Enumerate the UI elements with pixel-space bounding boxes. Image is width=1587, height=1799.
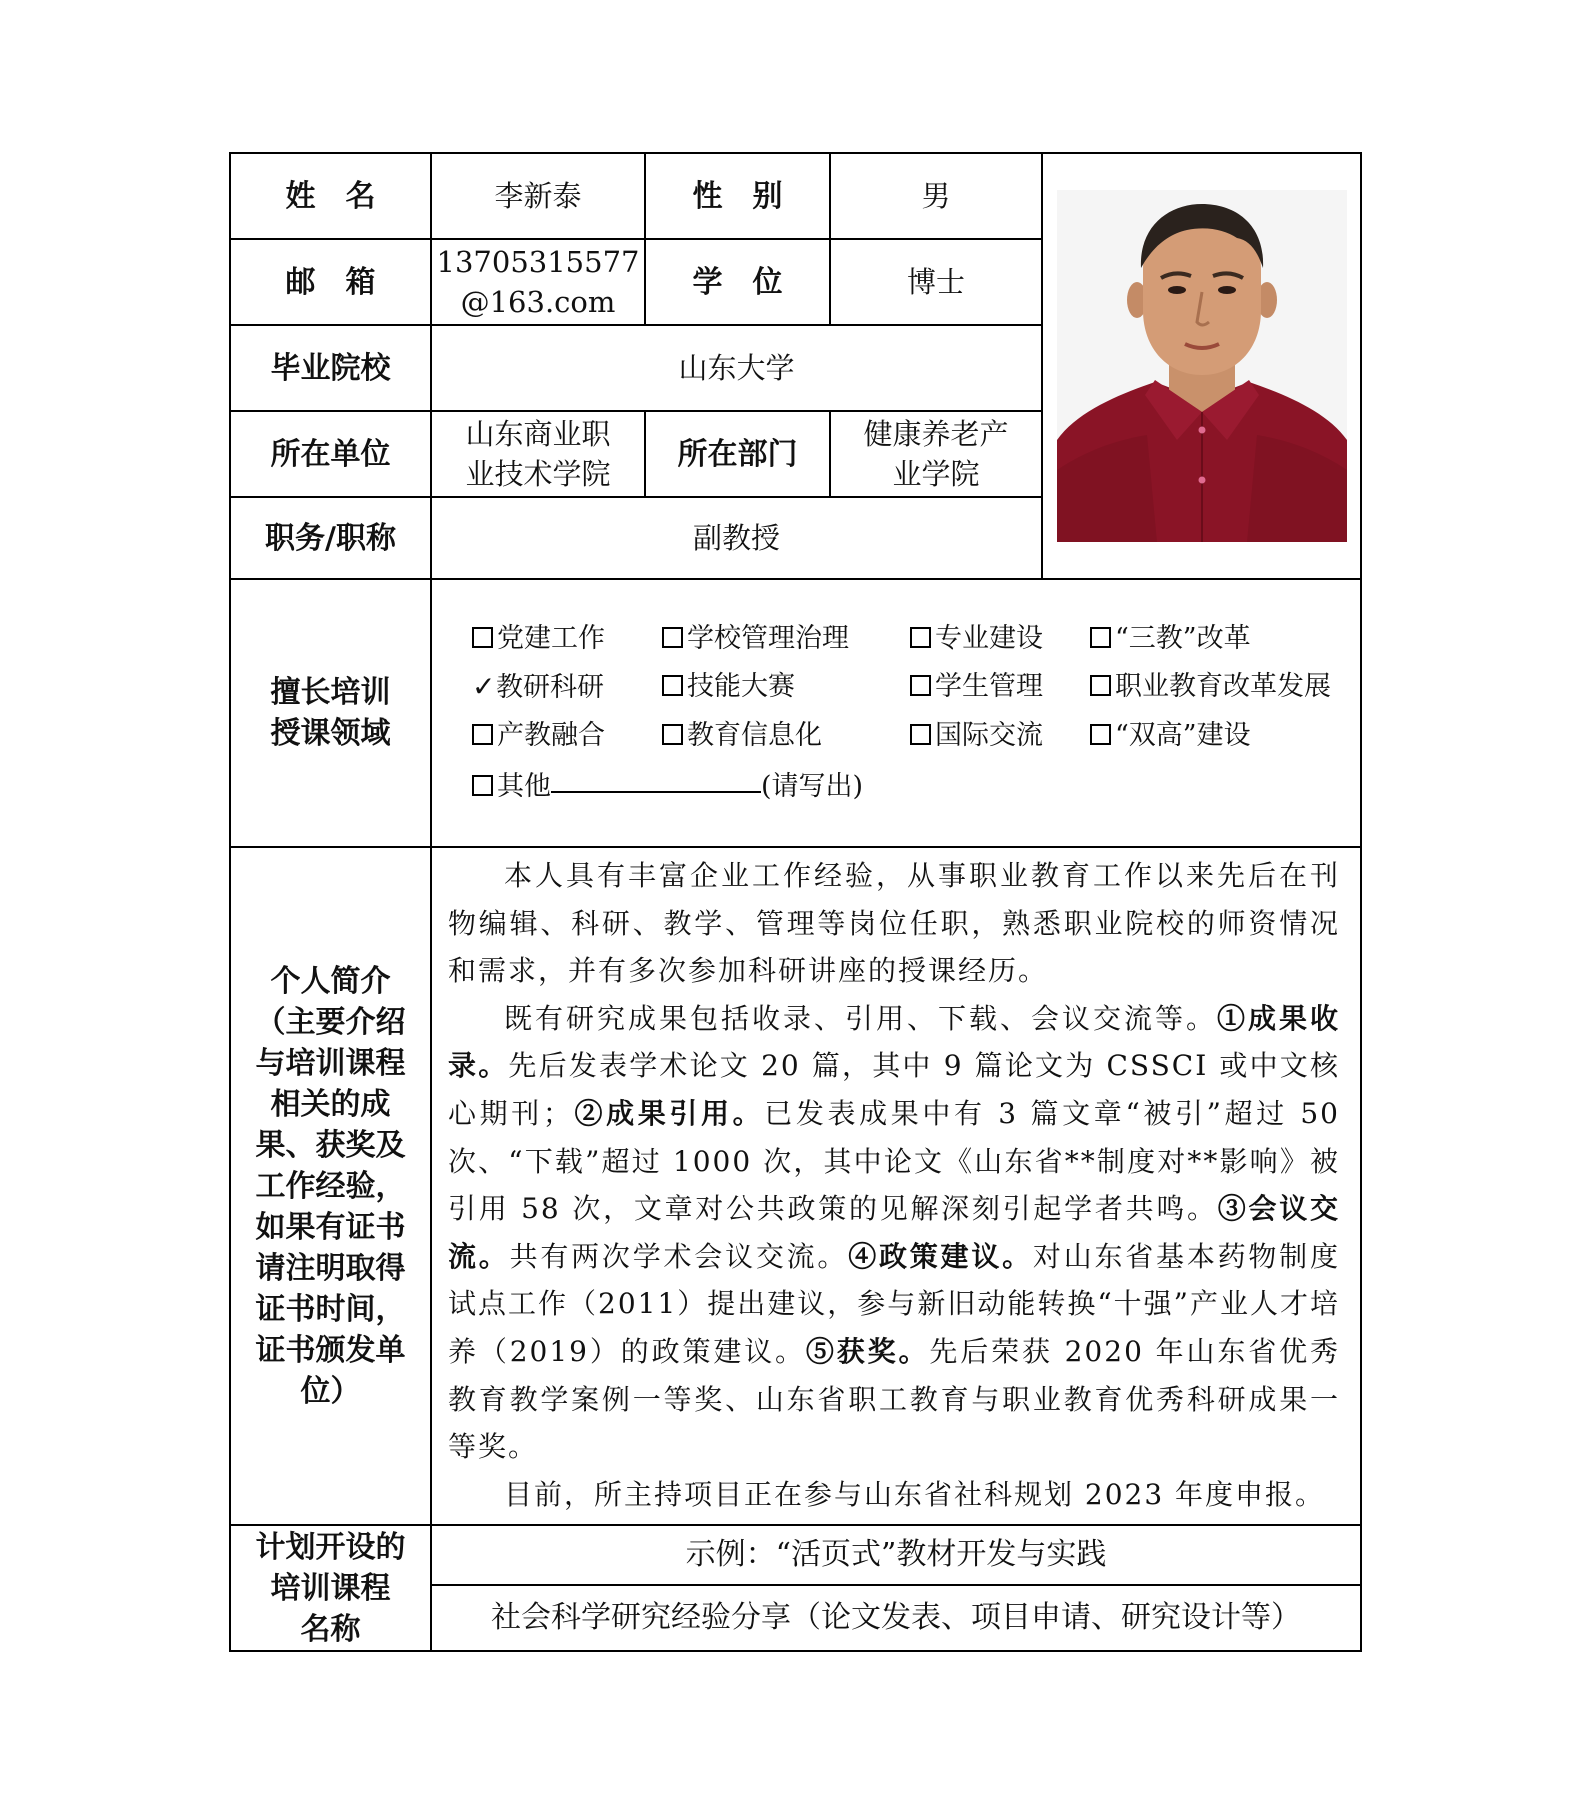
area-item-label: 国际交流 (935, 720, 1043, 751)
area-item[interactable] (472, 668, 662, 707)
profile-form-table (229, 152, 1362, 1652)
gender-label: 性 别 (645, 153, 830, 239)
area-item[interactable] (662, 668, 910, 707)
area-item-label: 党建工作 (497, 623, 605, 654)
bio-paragraph-3: 目前，所主持项目正在参与山东省社科规划 2023 年度申报。 (504, 1477, 1326, 1511)
degree-label: 学 位 (645, 239, 830, 325)
bio-content (431, 847, 1361, 1525)
bio-paragraph-2 (448, 995, 1340, 1471)
bio-p2-h3: ③会议交流。 (448, 1192, 1340, 1273)
area-item-label: 学生管理 (935, 671, 1043, 702)
area-item[interactable] (1090, 620, 1352, 658)
area-item[interactable] (1090, 717, 1352, 755)
courses-label-line2: 培训课程 (270, 1570, 391, 1606)
email-value-line2: @163.com (460, 285, 616, 319)
bio-p2-h2: ②成果引用。 (572, 1096, 765, 1130)
bio-p2-h5: ⑤获奖。 (805, 1334, 930, 1368)
school-label: 毕业院校 (230, 325, 431, 411)
avatar (1057, 190, 1347, 542)
area-item-label: 教育信息化 (687, 720, 822, 751)
dept-value (830, 411, 1042, 497)
portrait-photo (1057, 190, 1347, 542)
area-item-label: “双高”建设 (1115, 720, 1251, 751)
gender-value: 男 (830, 153, 1042, 239)
checkbox-icon[interactable] (472, 627, 493, 648)
checkbox-icon[interactable] (910, 675, 931, 696)
area-item[interactable] (662, 620, 910, 658)
name-label: 姓 名 (230, 153, 431, 239)
bio-p2-t2: 已发表成果中有 3 篇文章“被引”超过 50 次、“下载”超过 1000 次，其中论文《山东省**制度对**影响》被引用 58 次，文章对公共政策的见解深刻引起学者共鸣。 (448, 1096, 1340, 1226)
unit-value-line2: 业技术学院 (465, 457, 611, 491)
dept-label: 所在部门 (645, 411, 830, 497)
name-value: 李新泰 (431, 153, 645, 239)
bio-p2-intro: 既有研究成果包括收录、引用、下载、会议交流等。 (504, 1001, 1217, 1035)
checkbox-icon[interactable] (662, 627, 683, 648)
checkbox-icon[interactable] (1090, 627, 1111, 648)
areas-label (230, 579, 431, 847)
checkmark-icon[interactable]: ✓ (472, 670, 496, 703)
checkbox-icon[interactable] (472, 724, 493, 745)
areas-label-line2: 授课领域 (270, 716, 391, 751)
bio-p2-h4: ④政策建议。 (848, 1239, 1033, 1273)
area-item-label: “三教”改革 (1115, 623, 1251, 654)
area-item[interactable] (910, 620, 1090, 658)
unit-value (431, 411, 645, 497)
bio-paragraph-1: 本人具有丰富企业工作经验，从事职业教育工作以来先后在刊物编辑、科研、教学、管理等岗位任职，熟悉职业院校的师资情况和需求，并有多次参加科研讲座的授课经历。 (448, 859, 1340, 988)
area-item[interactable] (1090, 668, 1352, 707)
degree-value: 博士 (830, 239, 1042, 325)
checkbox-icon[interactable] (910, 724, 931, 745)
unit-label: 所在单位 (230, 411, 431, 497)
bio-p2-h1: ①成果收录。 (448, 1001, 1340, 1083)
area-item-label: 专业建设 (935, 623, 1043, 654)
area-item-label: 学校管理治理 (687, 623, 849, 654)
email-value (431, 239, 645, 325)
title-value: 副教授 (431, 497, 1042, 579)
area-other-blank-input[interactable] (551, 765, 761, 793)
area-item[interactable] (472, 717, 662, 755)
area-item[interactable] (910, 668, 1090, 707)
bio-p2-t1: 先后发表学术论文 20 篇，其中 9 篇论文为 CSSCI 或中文核心期刊； (448, 1049, 1340, 1130)
checkbox-icon[interactable] (1090, 675, 1111, 696)
unit-value-line1: 山东商业职 (465, 417, 611, 451)
bio-label: 个人简介（主要介绍与培训课程相关的成果、获奖及工作经验，如果有证书请注明取得证书时间，证书颁发单位） (230, 847, 431, 1525)
areas-label-line1: 擅长培训 (270, 675, 391, 710)
area-other-hint: (请写出) (761, 771, 864, 802)
dept-value-line1: 健康养老产 (863, 417, 1009, 451)
course-item-1: 示例：“活页式”教材开发与实践 (431, 1525, 1361, 1585)
area-other-row (472, 765, 1360, 806)
bio-p2-t4: 对山东省基本药物制度试点工作（2011）提出建议，参与新旧动能转换“十强”产业人才培养（2019）的政策建议。 (448, 1239, 1340, 1368)
courses-label (230, 1525, 431, 1651)
checkbox-icon[interactable] (662, 724, 683, 745)
area-item[interactable] (910, 717, 1090, 755)
area-item[interactable] (472, 620, 662, 658)
course-item-2: 社会科学研究经验分享（论文发表、项目申请、研究设计等） (431, 1585, 1361, 1651)
area-item[interactable] (662, 717, 910, 755)
area-item-label: 职业教育改革发展 (1115, 671, 1331, 702)
checkbox-icon[interactable] (662, 675, 683, 696)
photo-cell (1042, 153, 1361, 579)
areas-checkbox-grid (472, 620, 1360, 755)
courses-label-line3: 名称 (300, 1611, 361, 1647)
area-other-checkbox[interactable] (472, 775, 493, 796)
area-item-label: 产教融合 (497, 720, 605, 751)
email-label: 邮 箱 (230, 239, 431, 325)
checkbox-icon[interactable] (910, 627, 931, 648)
courses-label-line1: 计划开设的 (255, 1529, 406, 1565)
title-label: 职务/职称 (230, 497, 431, 579)
bio-p2-t3: 共有两次学术会议交流。 (509, 1239, 849, 1273)
school-value: 山东大学 (431, 325, 1042, 411)
bio-p2-t5: 先后荣获 2020 年山东省优秀教育教学案例一等奖、山东省职工教育与职业教育优秀科研成果一等奖。 (448, 1334, 1340, 1464)
areas-cell (431, 579, 1361, 847)
area-item-label: 技能大赛 (687, 671, 795, 702)
checkbox-icon[interactable] (1090, 724, 1111, 745)
area-other-label: 其他 (497, 771, 551, 802)
area-item-label: 教研科研 (496, 672, 604, 703)
email-value-line1: 13705315577 (436, 245, 640, 279)
dept-value-line2: 业学院 (892, 457, 980, 491)
